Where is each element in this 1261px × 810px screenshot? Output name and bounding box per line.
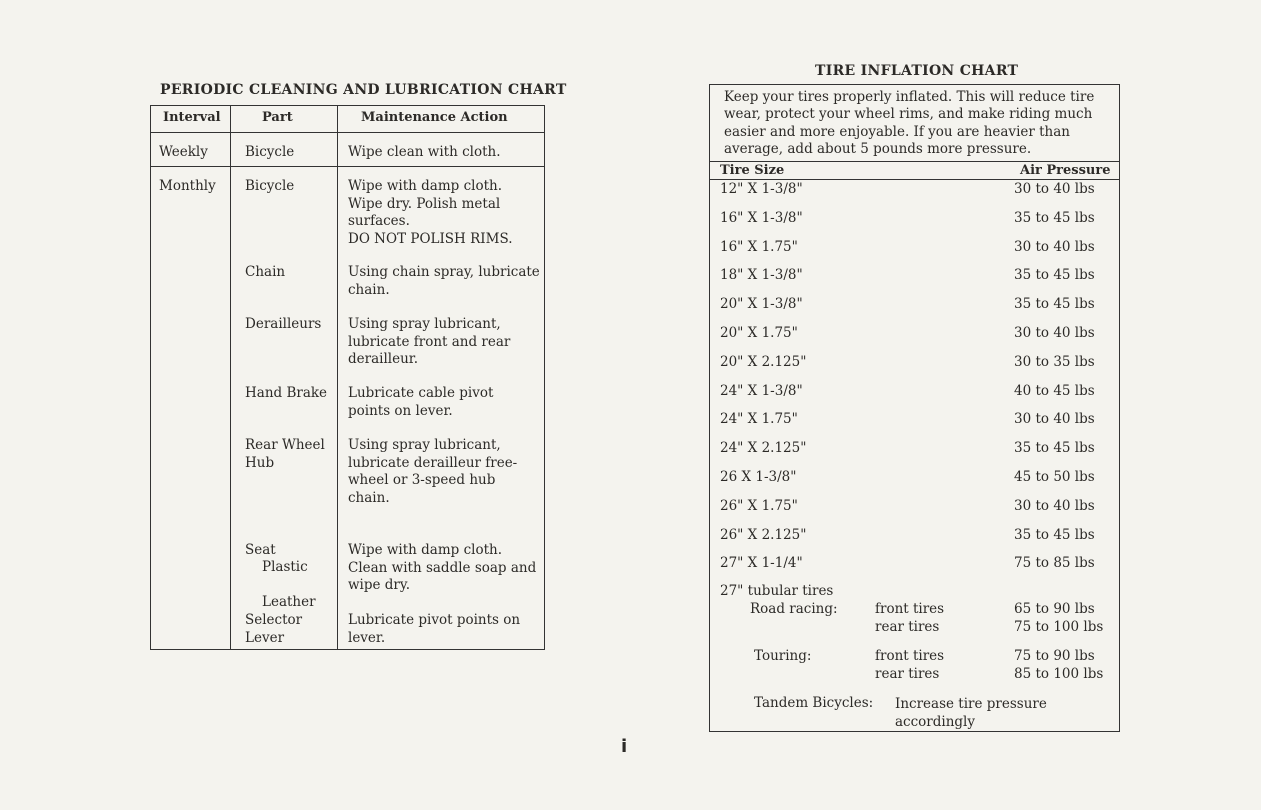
action-seat: Wipe with damp cloth. Clean with saddle soap and wipe dry.	[348, 542, 537, 593]
tire-row	[720, 527, 1110, 547]
intro-rule	[710, 161, 1119, 162]
lubrication-chart-title: PERIODIC CLEANING AND LUBRICATION CHART	[160, 82, 567, 98]
tire-chart-title: TIRE INFLATION CHART	[815, 63, 1019, 79]
tire-size: 20" X 1.75"	[720, 325, 798, 341]
row-rule	[151, 166, 544, 167]
air-pressure: 35 to 45 lbs	[1014, 526, 1095, 543]
part-chain: Chain	[245, 264, 286, 280]
header-action: Maintenance Action	[361, 110, 508, 125]
air-pressure: 40 to 45 lbs	[1014, 382, 1095, 399]
tire-size: 20" X 2.125"	[720, 353, 807, 370]
air-pressure: 30 to 40 lbs	[1014, 181, 1095, 197]
air-pressure: 35 to 45 lbs	[1014, 296, 1095, 313]
header-part: Part	[262, 110, 293, 125]
action-chain: Using chain spray, lubricate chain.	[348, 264, 540, 298]
part-hand-brake: Hand Brake	[245, 385, 328, 401]
tire-intro-text: Keep your tires properly inflated. This will reduce tire wear, protect your wheel rims, and make riding much easier and more enjoyable. If you are heavier than average, add about 5 pounds more pressure.	[724, 89, 1095, 157]
lubrication-chart-table	[150, 105, 545, 650]
header-rule	[710, 179, 1119, 180]
tire-row	[720, 181, 1110, 201]
tire-row	[720, 325, 1110, 345]
action-bicycle-monthly: Wipe with damp cloth. Wipe dry. Polish metal surfaces. DO NOT POLISH RIMS.	[348, 178, 513, 247]
tire-size: 24" X 2.125"	[720, 440, 807, 457]
air-pressure: 30 to 40 lbs	[1014, 411, 1095, 428]
tire-size: 26" X 2.125"	[720, 526, 807, 543]
road-racing-rear-pressure: 75 to 100 lbs	[1014, 619, 1104, 635]
air-pressure: 30 to 35 lbs	[1014, 353, 1095, 370]
air-pressure: 35 to 45 lbs	[1014, 209, 1095, 226]
header-rule	[151, 132, 544, 133]
action-rear-wheel-hub: Using spray lubricant, lubricate derailleur free- wheel or 3-speed hub chain.	[348, 437, 518, 506]
tire-size: 26" X 1.75"	[720, 497, 798, 514]
touring-rear-pressure: 85 to 100 lbs	[1014, 666, 1104, 682]
air-pressure: 75 to 85 lbs	[1014, 555, 1095, 572]
header-air-pressure: Air Pressure	[1020, 163, 1111, 178]
action-bicycle-weekly: Wipe clean with cloth.	[348, 144, 501, 160]
part-derailleurs: Derailleurs	[245, 316, 322, 332]
part-seat-label: Seat	[245, 541, 276, 558]
action-selector-lever: Lubricate pivot points on lever.	[348, 612, 521, 646]
tire-row	[720, 296, 1110, 316]
part-seat-plastic: Plastic	[262, 559, 308, 575]
tire-size: 27" X 1-1/4"	[720, 555, 803, 572]
tire-size: 12" X 1-3/8"	[720, 181, 803, 197]
header-interval: Interval	[163, 110, 221, 125]
touring-rear: rear tires	[875, 666, 940, 682]
tubular-label: 27" tubular tires	[720, 583, 834, 599]
road-racing-front-pressure: 65 to 90 lbs	[1014, 601, 1095, 617]
touring-front: front tires	[875, 648, 945, 664]
tire-row	[720, 555, 1110, 575]
tire-size: 24" X 1.75"	[720, 411, 798, 428]
air-pressure: 30 to 40 lbs	[1014, 238, 1095, 255]
column-divider	[230, 106, 231, 649]
tire-row	[720, 440, 1110, 460]
air-pressure: 35 to 45 lbs	[1014, 440, 1095, 457]
interval-monthly: Monthly	[159, 178, 216, 194]
action-hand-brake: Lubricate cable pivot points on lever.	[348, 385, 494, 419]
tire-size: 18" X 1-3/8"	[720, 267, 803, 284]
tire-inflation-table	[709, 84, 1120, 732]
road-racing-front: front tires	[875, 601, 945, 617]
tire-row	[720, 469, 1110, 489]
tire-row	[720, 239, 1110, 259]
air-pressure: 30 to 40 lbs	[1014, 325, 1095, 341]
tire-row	[720, 210, 1110, 230]
tire-row	[720, 498, 1110, 518]
action-derailleurs: Using spray lubricant, lubricate front and rear derailleur.	[348, 316, 511, 367]
tire-size: 26 X 1-3/8"	[720, 469, 797, 485]
tandem-note: Increase tire pressure accordingly	[895, 696, 1047, 730]
air-pressure: 45 to 50 lbs	[1014, 469, 1095, 485]
road-racing-label: Road racing:	[750, 601, 838, 617]
tire-row	[720, 383, 1110, 403]
tire-size: 16" X 1-3/8"	[720, 209, 803, 226]
road-racing-rear: rear tires	[875, 619, 940, 635]
tire-row	[720, 354, 1110, 374]
part-seat-leather: Leather	[262, 594, 316, 610]
tire-row	[720, 267, 1110, 287]
part-bicycle-monthly: Bicycle	[245, 178, 295, 194]
part-bicycle-weekly: Bicycle	[245, 144, 295, 160]
interval-weekly: Weekly	[159, 144, 208, 160]
tandem-label: Tandem Bicycles:	[754, 695, 874, 711]
touring-front-pressure: 75 to 90 lbs	[1014, 648, 1095, 664]
tire-size: 24" X 1-3/8"	[720, 382, 803, 399]
column-divider	[337, 106, 338, 649]
part-selector-lever: Selector Lever	[245, 612, 303, 646]
tire-size: 20" X 1-3/8"	[720, 296, 803, 313]
header-tire-size: Tire Size	[720, 163, 785, 178]
page-number: i	[621, 736, 628, 757]
tire-row	[720, 411, 1110, 431]
part-rear-wheel-hub: Rear Wheel Hub	[245, 437, 325, 471]
touring-label: Touring:	[754, 648, 812, 664]
air-pressure: 30 to 40 lbs	[1014, 497, 1095, 514]
tire-size: 16" X 1.75"	[720, 238, 798, 255]
air-pressure: 35 to 45 lbs	[1014, 267, 1095, 284]
